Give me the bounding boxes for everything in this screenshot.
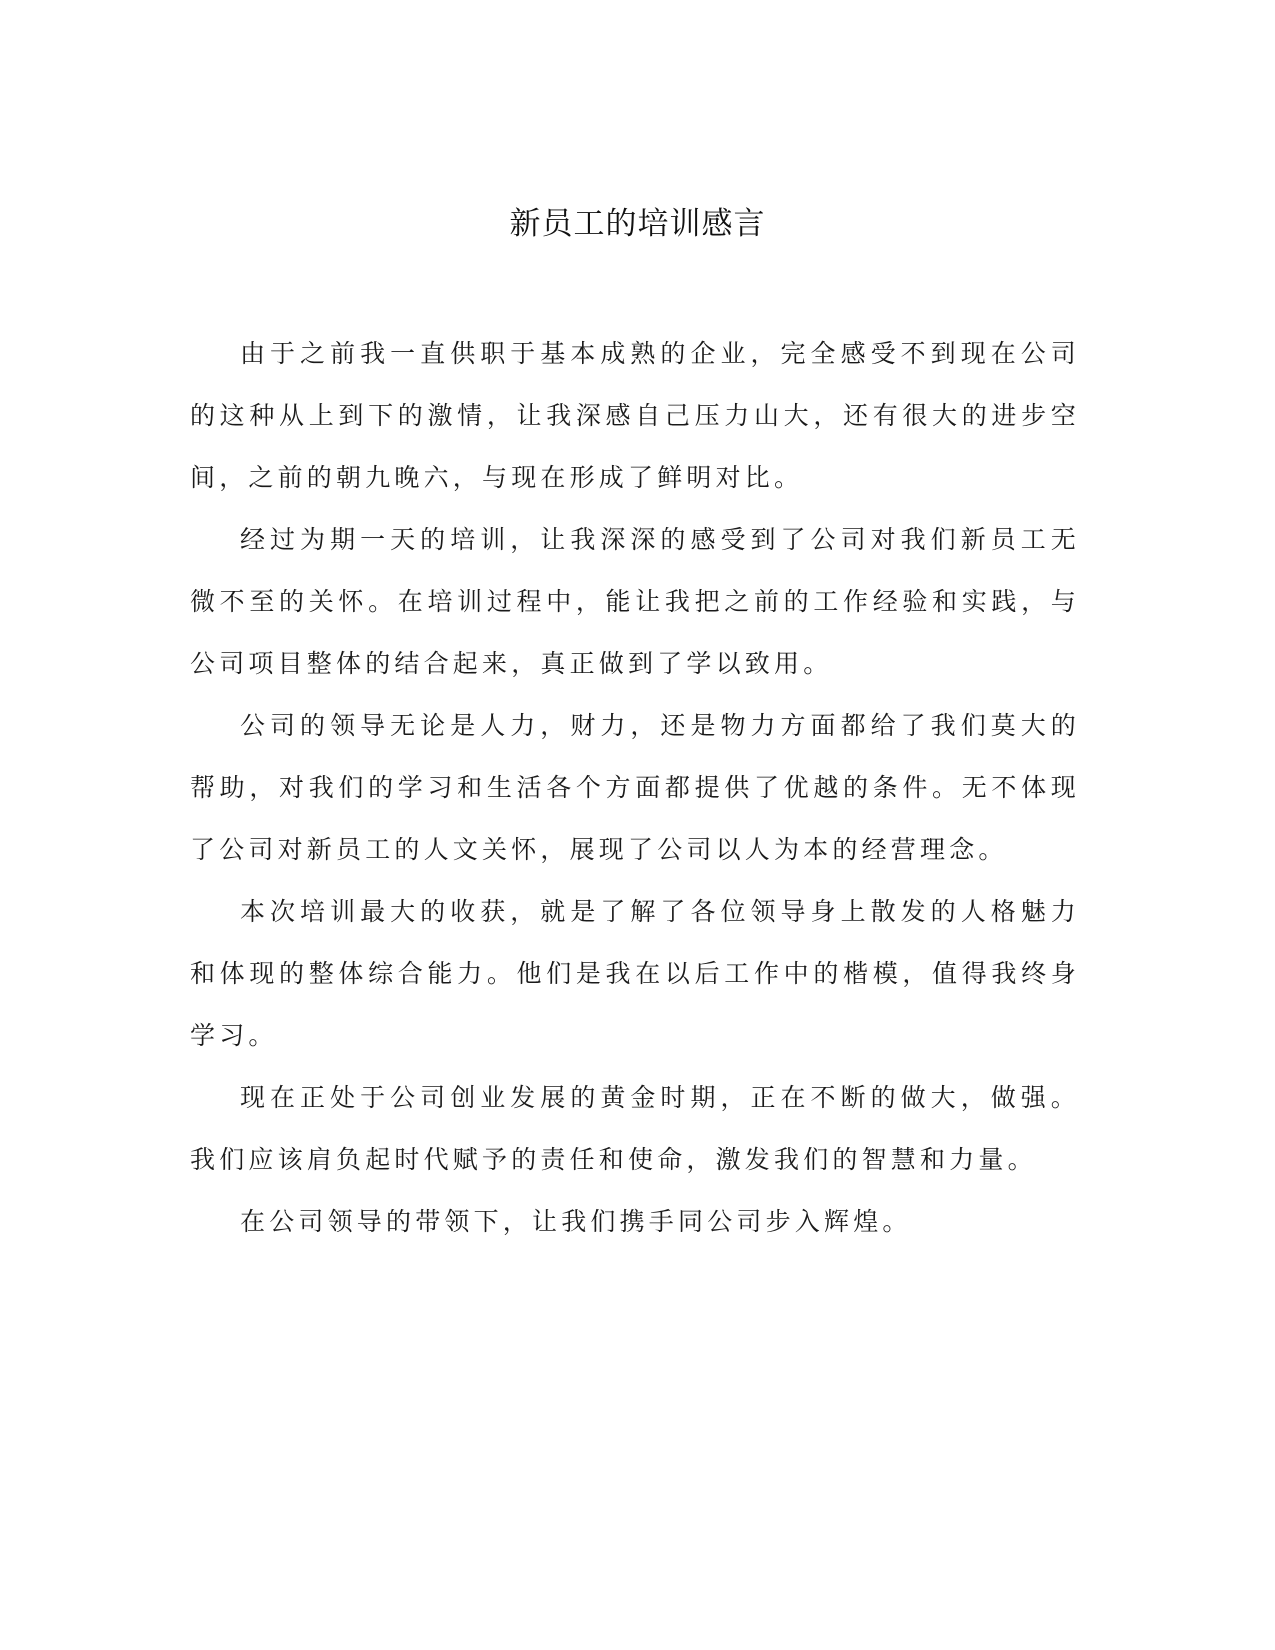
paragraph-1: 由于之前我一直供职于基本成熟的企业，完全感受不到现在公司的这种从上到下的激情，让我深感自己压力山大，还有很大的进步空间，之前的朝九晚六，与现在形成了鲜明对比。 bbox=[190, 339, 1080, 492]
paragraph-4: 本次培训最大的收获，就是了解了各位领导身上散发的人格魅力和体现的整体综合能力。他们是我在以后工作中的楷模，值得我终身学习。 bbox=[190, 897, 1080, 1050]
paragraph-5: 现在正处于公司创业发展的黄金时期，正在不断的做大，做强。我们应该肩负起时代赋予的责任和使命，激发我们的智慧和力量。 bbox=[190, 1083, 1080, 1174]
document-title: 新员工的培训感言 bbox=[509, 206, 766, 242]
document-body bbox=[190, 323, 1080, 1253]
paragraph-2: 经过为期一天的培训，让我深深的感受到了公司对我们新员工无微不至的关怀。在培训过程中，能让我把之前的工作经验和实践，与公司项目整体的结合起来，真正做到了学以致用。 bbox=[190, 525, 1080, 678]
paragraph-3: 公司的领导无论是人力，财力，还是物力方面都给了我们莫大的帮助，对我们的学习和生活各个方面都提供了优越的条件。无不体现了公司对新员工的人文关怀，展现了公司以人为本的经营理念。 bbox=[190, 711, 1080, 864]
paragraph-6: 在公司领导的带领下，让我们携手同公司步入辉煌。 bbox=[240, 1207, 912, 1236]
